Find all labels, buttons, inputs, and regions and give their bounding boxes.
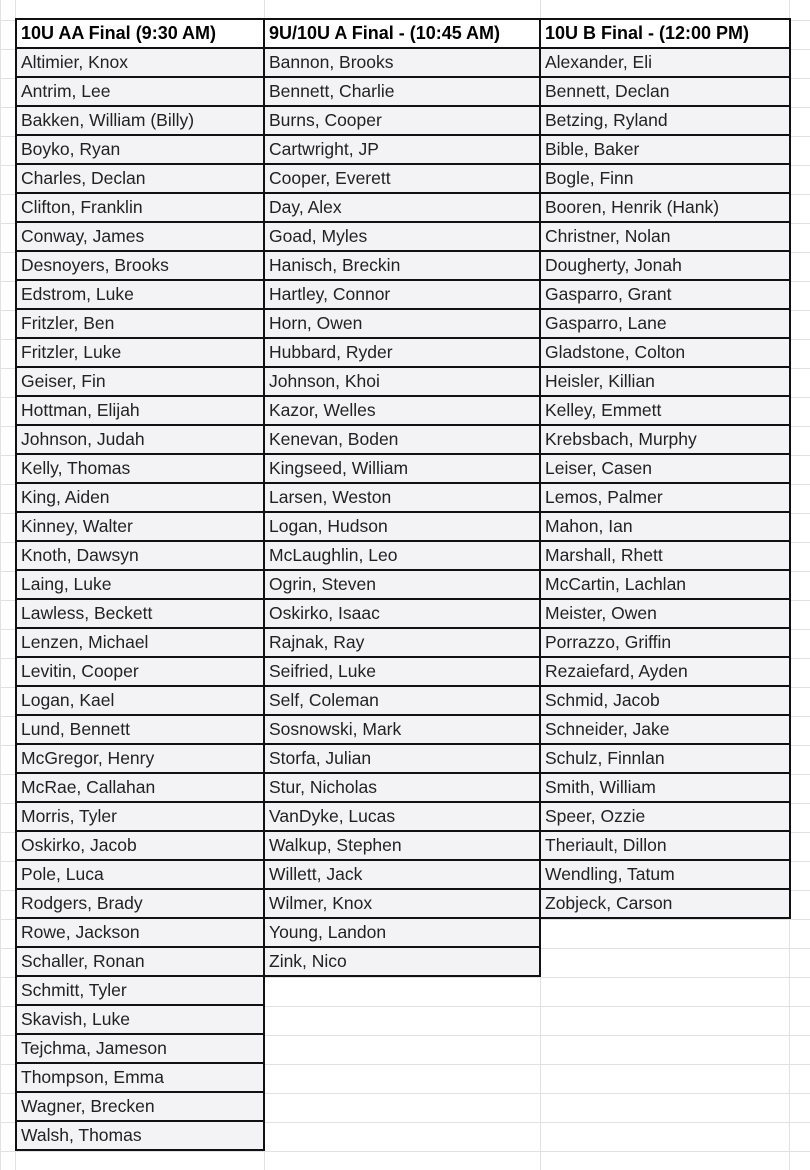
player-name-cell[interactable]: Stur, Nicholas bbox=[263, 774, 541, 803]
player-name-cell[interactable]: Horn, Owen bbox=[263, 310, 541, 339]
player-name-cell[interactable]: Alexander, Eli bbox=[539, 49, 791, 78]
player-name-cell[interactable]: Wilmer, Knox bbox=[263, 890, 541, 919]
player-name-cell[interactable]: McRae, Callahan bbox=[15, 774, 265, 803]
player-name-cell[interactable]: Kelley, Emmett bbox=[539, 397, 791, 426]
player-name-cell[interactable]: Conway, James bbox=[15, 223, 265, 252]
player-name-cell[interactable]: VanDyke, Lucas bbox=[263, 803, 541, 832]
player-name-cell[interactable]: Schmid, Jacob bbox=[539, 687, 791, 716]
player-name-cell[interactable]: Bennett, Declan bbox=[539, 78, 791, 107]
player-name-cell[interactable]: Rajnak, Ray bbox=[263, 629, 541, 658]
player-name-cell[interactable]: Ogrin, Steven bbox=[263, 571, 541, 600]
player-name-cell[interactable]: Hottman, Elijah bbox=[15, 397, 265, 426]
player-name-cell[interactable]: Day, Alex bbox=[263, 194, 541, 223]
player-name-cell[interactable]: Fritzler, Luke bbox=[15, 339, 265, 368]
player-name-cell[interactable]: Hanisch, Breckin bbox=[263, 252, 541, 281]
player-name-cell[interactable]: Johnson, Khoi bbox=[263, 368, 541, 397]
player-name-cell[interactable]: Rowe, Jackson bbox=[15, 919, 265, 948]
player-name-cell[interactable]: Lund, Bennett bbox=[15, 716, 265, 745]
player-name-cell[interactable]: Wendling, Tatum bbox=[539, 861, 791, 890]
player-name-cell[interactable]: Bible, Baker bbox=[539, 136, 791, 165]
player-name-cell[interactable]: Antrim, Lee bbox=[15, 78, 265, 107]
player-name-cell[interactable]: Knoth, Dawsyn bbox=[15, 542, 265, 571]
player-name-cell[interactable]: Mahon, Ian bbox=[539, 513, 791, 542]
column-10u-b-final bbox=[539, 18, 791, 919]
player-name-cell[interactable]: Kelly, Thomas bbox=[15, 455, 265, 484]
player-name-cell[interactable]: Skavish, Luke bbox=[15, 1006, 265, 1035]
player-name-cell[interactable]: Zobjeck, Carson bbox=[539, 890, 791, 919]
player-name-cell[interactable]: Cooper, Everett bbox=[263, 165, 541, 194]
player-name-cell[interactable]: Meister, Owen bbox=[539, 600, 791, 629]
player-name-cell[interactable]: Fritzler, Ben bbox=[15, 310, 265, 339]
player-name-cell[interactable]: Heisler, Killian bbox=[539, 368, 791, 397]
player-name-cell[interactable]: Levitin, Cooper bbox=[15, 658, 265, 687]
player-name-cell[interactable]: Self, Coleman bbox=[263, 687, 541, 716]
player-name-cell[interactable]: McLaughlin, Leo bbox=[263, 542, 541, 571]
player-name-cell[interactable]: Lemos, Palmer bbox=[539, 484, 791, 513]
column-header[interactable]: 10U B Final - (12:00 PM) bbox=[539, 18, 791, 49]
column-10u-aa-final bbox=[15, 18, 265, 1151]
player-name-cell[interactable]: Willett, Jack bbox=[263, 861, 541, 890]
player-name-cell[interactable]: Gasparro, Lane bbox=[539, 310, 791, 339]
player-name-cell[interactable]: Theriault, Dillon bbox=[539, 832, 791, 861]
player-name-cell[interactable]: Johnson, Judah bbox=[15, 426, 265, 455]
player-name-cell[interactable]: Hartley, Connor bbox=[263, 281, 541, 310]
player-name-cell[interactable]: Charles, Declan bbox=[15, 165, 265, 194]
player-name-cell[interactable]: Kenevan, Boden bbox=[263, 426, 541, 455]
player-name-cell[interactable]: Smith, William bbox=[539, 774, 791, 803]
player-name-cell[interactable]: Desnoyers, Brooks bbox=[15, 252, 265, 281]
player-name-cell[interactable]: Altimier, Knox bbox=[15, 49, 265, 78]
player-name-cell[interactable]: Hubbard, Ryder bbox=[263, 339, 541, 368]
player-name-cell[interactable]: Goad, Myles bbox=[263, 223, 541, 252]
player-name-cell[interactable]: Wagner, Brecken bbox=[15, 1093, 265, 1122]
player-name-cell[interactable]: Rodgers, Brady bbox=[15, 890, 265, 919]
player-name-cell[interactable]: McCartin, Lachlan bbox=[539, 571, 791, 600]
player-name-cell[interactable]: Zink, Nico bbox=[263, 948, 541, 977]
player-name-cell[interactable]: Kingseed, William bbox=[263, 455, 541, 484]
player-name-cell[interactable]: Leiser, Casen bbox=[539, 455, 791, 484]
player-name-cell[interactable]: Speer, Ozzie bbox=[539, 803, 791, 832]
player-name-cell[interactable]: Seifried, Luke bbox=[263, 658, 541, 687]
player-name-cell[interactable]: Gladstone, Colton bbox=[539, 339, 791, 368]
player-name-cell[interactable]: Walkup, Stephen bbox=[263, 832, 541, 861]
player-name-cell[interactable]: McGregor, Henry bbox=[15, 745, 265, 774]
player-name-cell[interactable]: Burns, Cooper bbox=[263, 107, 541, 136]
player-name-cell[interactable]: Bogle, Finn bbox=[539, 165, 791, 194]
player-name-cell[interactable]: Edstrom, Luke bbox=[15, 281, 265, 310]
player-name-cell[interactable]: Oskirko, Jacob bbox=[15, 832, 265, 861]
player-name-cell[interactable]: Clifton, Franklin bbox=[15, 194, 265, 223]
player-name-cell[interactable]: Krebsbach, Murphy bbox=[539, 426, 791, 455]
column-9u-10u-a-final bbox=[263, 18, 541, 977]
player-name-cell[interactable]: Logan, Kael bbox=[15, 687, 265, 716]
column-header[interactable]: 9U/10U A Final - (10:45 AM) bbox=[263, 18, 541, 49]
player-name-cell[interactable]: Lawless, Beckett bbox=[15, 600, 265, 629]
player-name-cell[interactable]: Kazor, Welles bbox=[263, 397, 541, 426]
player-name-cell[interactable]: Laing, Luke bbox=[15, 571, 265, 600]
player-name-cell[interactable]: Dougherty, Jonah bbox=[539, 252, 791, 281]
player-name-cell[interactable]: Schmitt, Tyler bbox=[15, 977, 265, 1006]
player-name-cell[interactable]: Thompson, Emma bbox=[15, 1064, 265, 1093]
player-name-cell[interactable]: Boyko, Ryan bbox=[15, 136, 265, 165]
player-name-cell[interactable]: Booren, Henrik (Hank) bbox=[539, 194, 791, 223]
player-name-cell[interactable]: Porrazzo, Griffin bbox=[539, 629, 791, 658]
player-name-cell[interactable]: Schneider, Jake bbox=[539, 716, 791, 745]
player-name-cell[interactable]: Cartwright, JP bbox=[263, 136, 541, 165]
player-name-cell[interactable]: Oskirko, Isaac bbox=[263, 600, 541, 629]
player-name-cell[interactable]: Morris, Tyler bbox=[15, 803, 265, 832]
player-name-cell[interactable]: Tejchma, Jameson bbox=[15, 1035, 265, 1064]
player-name-cell[interactable]: Marshall, Rhett bbox=[539, 542, 791, 571]
player-name-cell[interactable]: Young, Landon bbox=[263, 919, 541, 948]
player-name-cell[interactable]: King, Aiden bbox=[15, 484, 265, 513]
player-name-cell[interactable]: Bakken, William (Billy) bbox=[15, 107, 265, 136]
player-name-cell[interactable]: Kinney, Walter bbox=[15, 513, 265, 542]
player-name-cell[interactable]: Lenzen, Michael bbox=[15, 629, 265, 658]
player-name-cell[interactable]: Betzing, Ryland bbox=[539, 107, 791, 136]
player-name-cell[interactable]: Walsh, Thomas bbox=[15, 1122, 265, 1151]
player-name-cell[interactable]: Storfa, Julian bbox=[263, 745, 541, 774]
player-name-cell[interactable]: Rezaiefard, Ayden bbox=[539, 658, 791, 687]
player-name-cell[interactable]: Schaller, Ronan bbox=[15, 948, 265, 977]
player-name-cell[interactable]: Larsen, Weston bbox=[263, 484, 541, 513]
player-name-cell[interactable]: Sosnowski, Mark bbox=[263, 716, 541, 745]
player-name-cell[interactable]: Geiser, Fin bbox=[15, 368, 265, 397]
player-name-cell[interactable]: Gasparro, Grant bbox=[539, 281, 791, 310]
player-name-cell[interactable]: Schulz, Finnlan bbox=[539, 745, 791, 774]
player-name-cell[interactable]: Bennett, Charlie bbox=[263, 78, 541, 107]
player-name-cell[interactable]: Pole, Luca bbox=[15, 861, 265, 890]
player-name-cell[interactable]: Bannon, Brooks bbox=[263, 49, 541, 78]
player-name-cell[interactable]: Christner, Nolan bbox=[539, 223, 791, 252]
column-header[interactable]: 10U AA Final (9:30 AM) bbox=[15, 18, 265, 49]
player-name-cell[interactable]: Logan, Hudson bbox=[263, 513, 541, 542]
